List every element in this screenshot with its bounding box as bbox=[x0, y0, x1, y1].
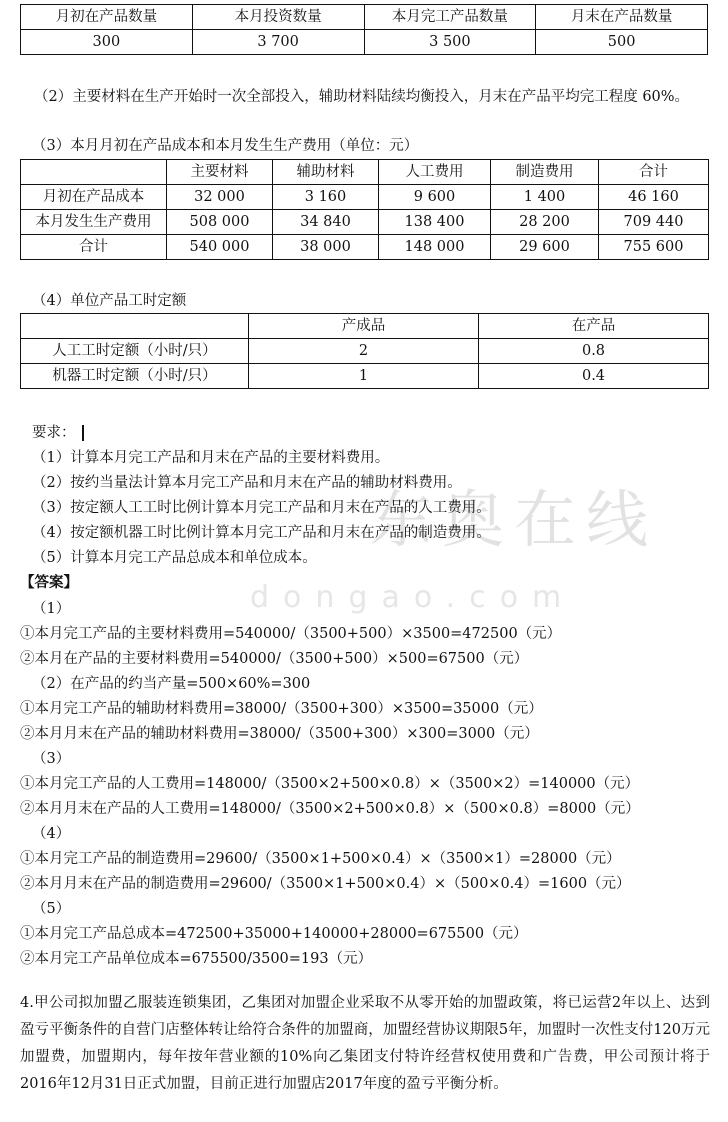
table-header-cell bbox=[21, 314, 249, 339]
table-header-cell: 月末在产品数量 bbox=[536, 5, 708, 30]
answer-line: （3） bbox=[32, 751, 71, 767]
table-row bbox=[21, 210, 709, 235]
table-header-cell: 在产品 bbox=[479, 314, 709, 339]
table-cell: 46 160 bbox=[599, 185, 709, 210]
table-header-cell: 人工费用 bbox=[379, 160, 491, 185]
table-cell: 本月发生生产费用 bbox=[21, 210, 167, 235]
table-cell: 3 700 bbox=[192, 30, 364, 55]
table-header-cell bbox=[21, 160, 167, 185]
table-header-cell: 辅助材料 bbox=[273, 160, 379, 185]
answer-line: ②本月月末在产品的人工费用=148000/（3500×2+500×0.8）×（500×0.8）=8000（元） bbox=[20, 801, 640, 817]
note-3: （3）本月月初在产品成本和本月发生生产费用（单位：元） bbox=[32, 138, 419, 154]
table-cell: 人工工时定额（小时/只） bbox=[21, 339, 249, 364]
requirement-item: （2）按约当量法计算本月完工产品和月末在产品的辅助材料费用。 bbox=[32, 475, 462, 491]
table-header-cell: 主要材料 bbox=[167, 160, 273, 185]
table-header-cell: 月初在产品数量 bbox=[21, 5, 193, 30]
text-cursor bbox=[82, 425, 84, 441]
answer-line: ②本月完工产品单位成本=675500/3500=193（元） bbox=[20, 951, 373, 967]
answer-line: ①本月完工产品的制造费用=29600/（3500×1+500×0.4）×（3500×1）=28000（元） bbox=[20, 851, 621, 867]
table-cell: 709 440 bbox=[599, 210, 709, 235]
table-cell: 3 160 bbox=[273, 185, 379, 210]
table-cell: 1 bbox=[249, 364, 479, 389]
answer-line: ①本月完工产品的主要材料费用=540000/（3500+500）×3500=472500（元） bbox=[20, 626, 562, 642]
table-header-cell: 产成品 bbox=[249, 314, 479, 339]
table-cell: 34 840 bbox=[273, 210, 379, 235]
table-cell: 755 600 bbox=[599, 235, 709, 260]
table-row bbox=[21, 364, 709, 389]
table-cell: 2 bbox=[249, 339, 479, 364]
answer-title: 【答案】 bbox=[20, 574, 78, 591]
table-cell: 148 000 bbox=[379, 235, 491, 260]
table-row bbox=[21, 339, 709, 364]
table-cell: 500 bbox=[536, 30, 708, 55]
requirement-item: （4）按定额机器工时比例计算本月完工产品和月末在产品的制造费用。 bbox=[32, 525, 491, 541]
table-cell: 3 500 bbox=[364, 30, 536, 55]
table-header-row bbox=[21, 160, 709, 185]
table-cell: 508 000 bbox=[167, 210, 273, 235]
table-cell: 机器工时定额（小时/只） bbox=[21, 364, 249, 389]
requirement-item: （3）按定额人工工时比例计算本月完工产品和月末在产品的人工费用。 bbox=[32, 500, 491, 516]
table-header-cell: 本月投资数量 bbox=[192, 5, 364, 30]
answer-line: （4） bbox=[32, 826, 71, 842]
answer-line: ②本月月末在产品的制造费用=29600/（3500×1+500×0.4）×（500×0.4）=1600（元） bbox=[20, 876, 631, 892]
hours-table bbox=[20, 313, 709, 389]
table-row bbox=[21, 185, 709, 210]
table-cell: 0.4 bbox=[479, 364, 709, 389]
answer-line: ①本月完工产品的人工费用=148000/（3500×2+500×0.8）×（3500×2）=140000（元） bbox=[20, 776, 640, 792]
answer-line: （1） bbox=[32, 601, 71, 617]
table-cell: 9 600 bbox=[379, 185, 491, 210]
answer-line: ②本月月末在产品的辅助材料费用=38000/（3500+300）×300=3000（元） bbox=[20, 726, 539, 742]
table-header-row bbox=[21, 5, 708, 30]
table-header-row bbox=[21, 314, 709, 339]
table-row bbox=[21, 235, 709, 260]
note-2: （2）主要材料在生产开始时一次全部投入，辅助材料陆续均衡投入，月末在产品平均完工程度 60%。 bbox=[34, 89, 690, 105]
requirement-item: （1）计算本月完工产品和月末在产品的主要材料费用。 bbox=[32, 450, 390, 466]
watermark-url: dongao.com bbox=[250, 580, 576, 615]
answer-line: ①本月完工产品的辅助材料费用=38000/（3500+300）×3500=35000（元） bbox=[20, 701, 543, 717]
answer-line: ①本月完工产品总成本=472500+35000+140000+28000=675500（元） bbox=[20, 926, 528, 942]
table-cell: 28 200 bbox=[491, 210, 599, 235]
table-cell: 合计 bbox=[21, 235, 167, 260]
table-cell: 32 000 bbox=[167, 185, 273, 210]
cost-table bbox=[20, 159, 709, 260]
answer-line: ②本月在产品的主要材料费用=540000/（3500+500）×500=67500（元） bbox=[20, 651, 529, 667]
answer-line: （5） bbox=[32, 901, 71, 917]
table-cell: 38 000 bbox=[273, 235, 379, 260]
table-cell: 138 400 bbox=[379, 210, 491, 235]
table-header-cell: 本月完工产品数量 bbox=[364, 5, 536, 30]
table-cell: 月初在产品成本 bbox=[21, 185, 167, 210]
requirements-title-text: 要求： bbox=[32, 425, 76, 441]
note-4: （4）单位产品工时定额 bbox=[32, 293, 187, 309]
table-header-cell: 制造费用 bbox=[491, 160, 599, 185]
table-cell: 540 000 bbox=[167, 235, 273, 260]
table-cell: 0.8 bbox=[479, 339, 709, 364]
table-row bbox=[21, 30, 708, 55]
requirements-title bbox=[32, 421, 84, 442]
table-header-cell: 合计 bbox=[599, 160, 709, 185]
table-cell: 300 bbox=[21, 30, 193, 55]
quantity-table bbox=[20, 4, 708, 55]
watermark-text: 东奥在线 bbox=[370, 483, 659, 556]
table-cell: 1 400 bbox=[491, 185, 599, 210]
table-cell: 29 600 bbox=[491, 235, 599, 260]
requirement-item: （5）计算本月完工产品总成本和单位成本。 bbox=[32, 550, 317, 566]
answer-line: （2）在产品的约当产量=500×60%=300 bbox=[32, 676, 311, 692]
question-4: 4.甲公司拟加盟乙服装连锁集团，乙集团对加盟企业采取不从零开始的加盟政策，将已运营2年以上、达到盈亏平衡条件的自营门店整体转让给符合条件的加盟商，加盟经营协议期限5年，加盟时一次性支付120万元加盟费，加盟期内，每年按年营业额的10%向乙集团支付特许经营权使用费和广告费，甲公司预计将于2016年12月31日正式加盟，目前正进行加盟店2017年度的盈亏平衡分析。 bbox=[20, 995, 710, 1092]
